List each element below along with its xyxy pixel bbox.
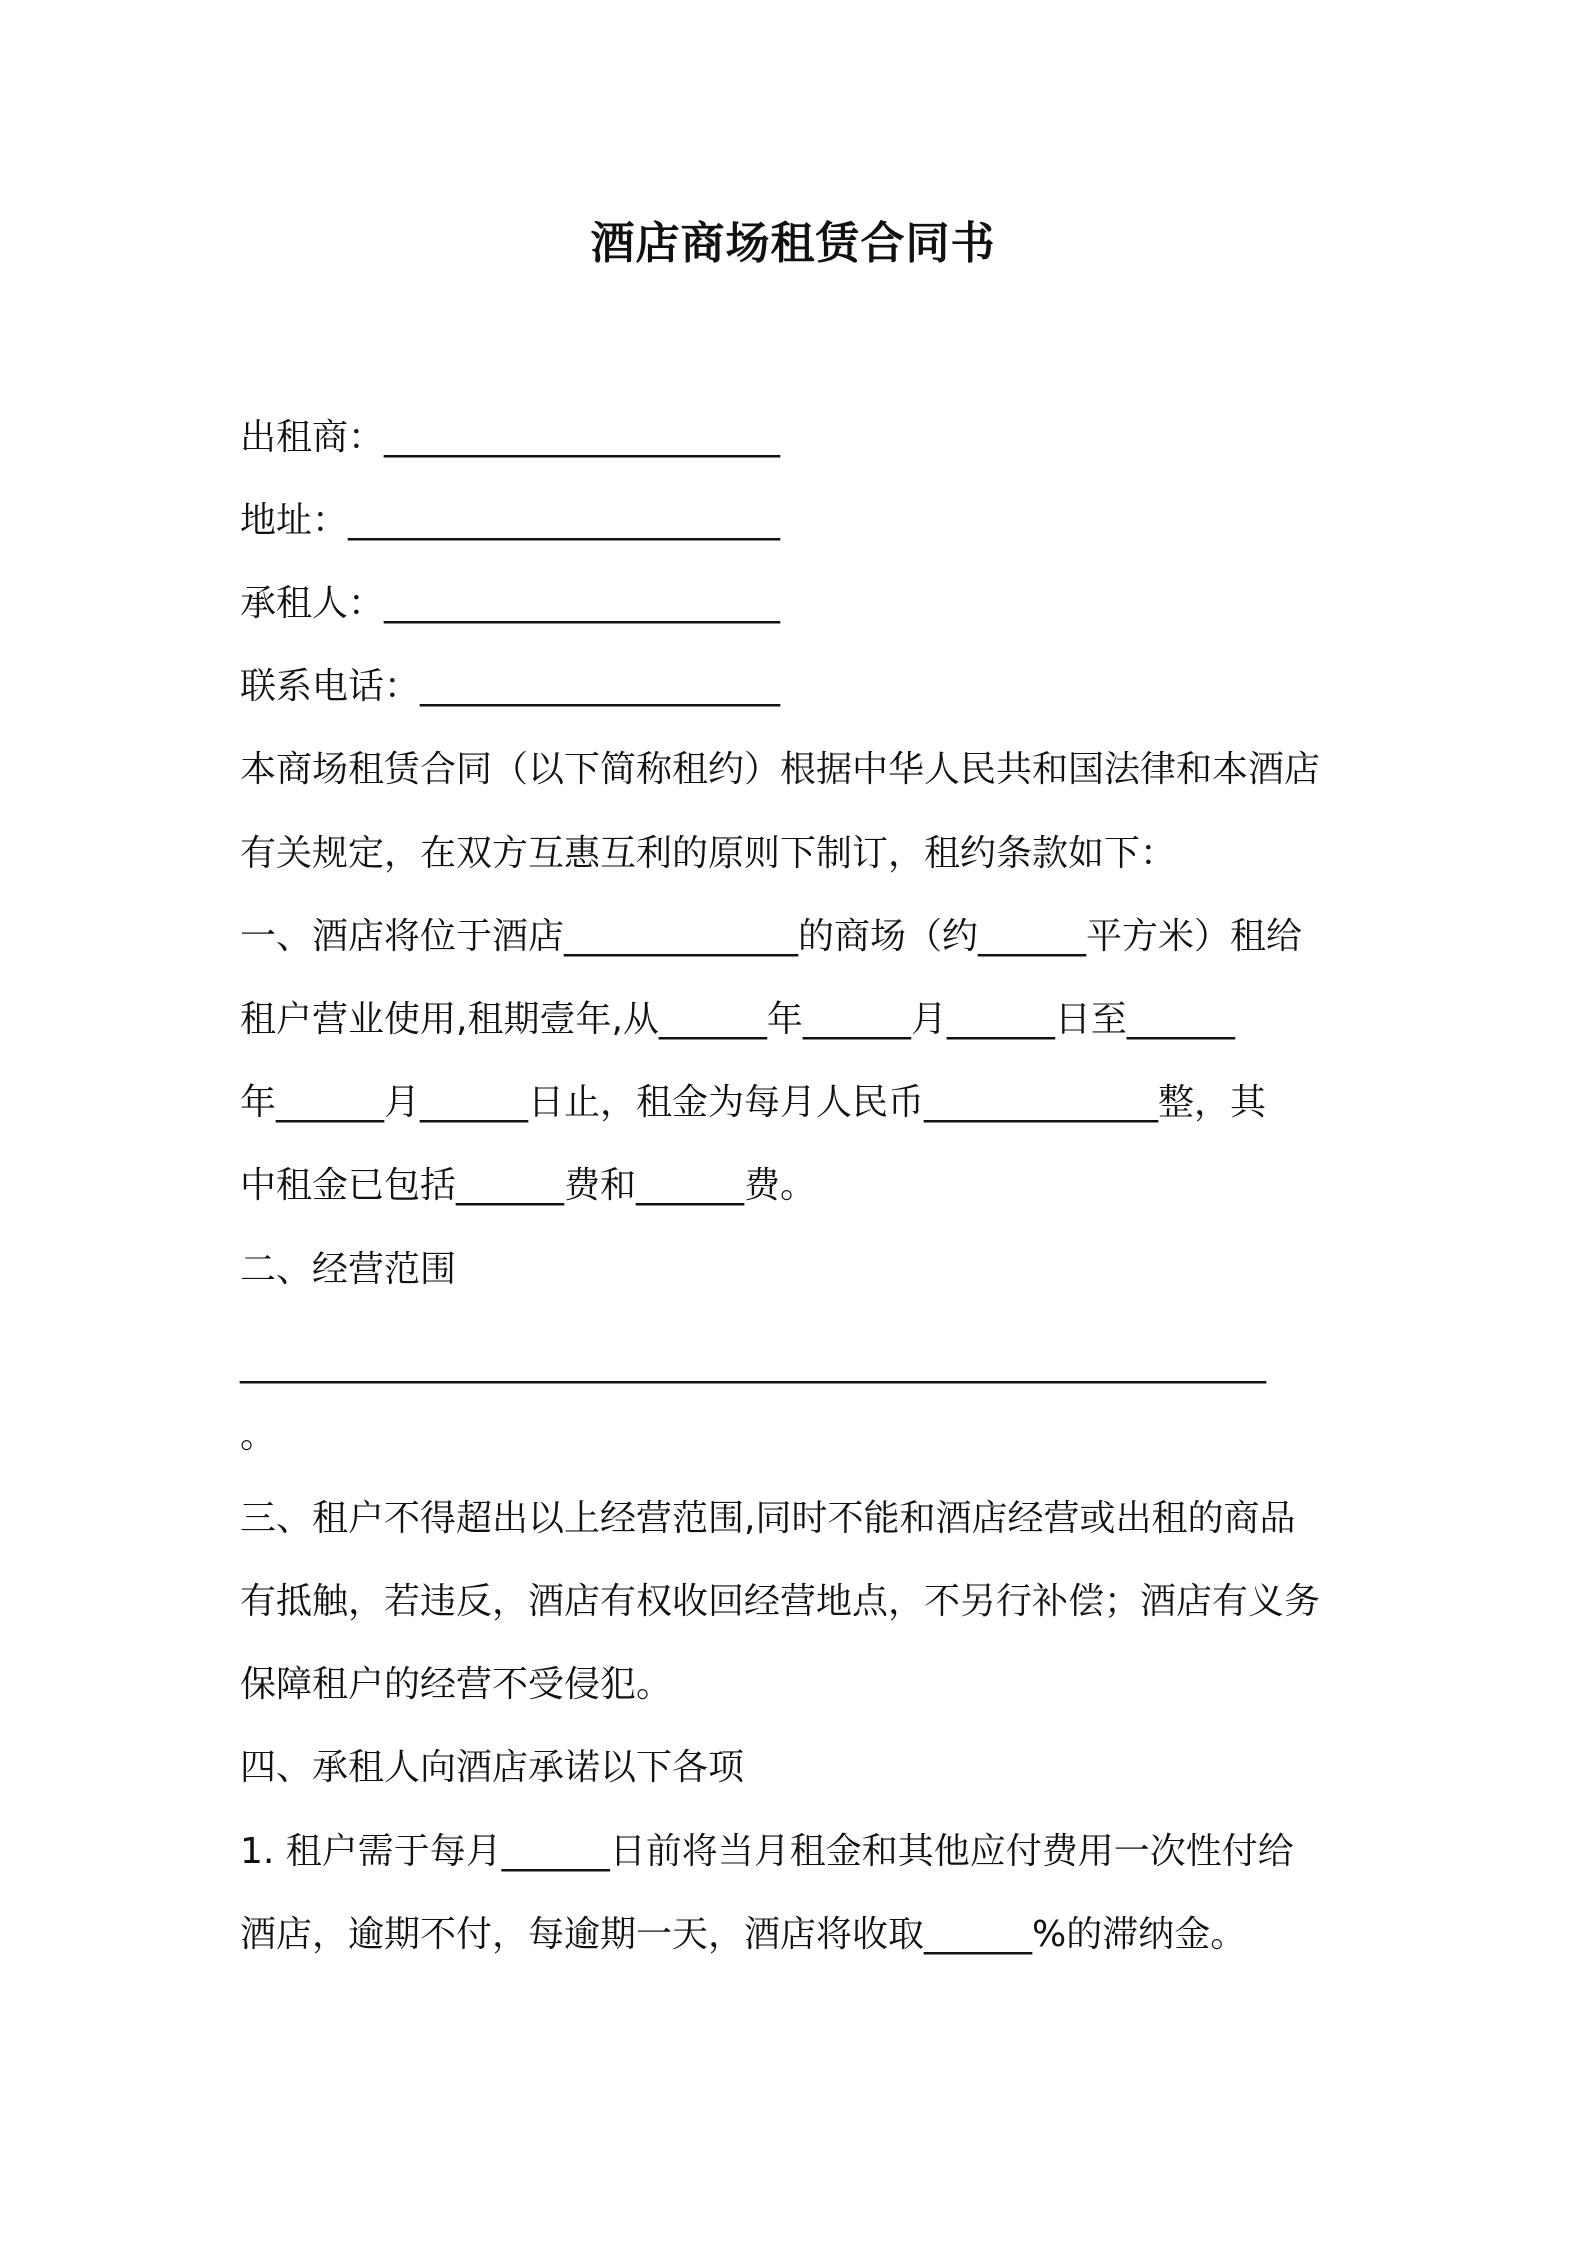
clause-4-item-1-line-1: 1. 租户需于每月______日前将当月租金和其他应付费用一次性付给	[240, 1831, 1294, 1872]
clause-2-heading: 二、经营范围	[240, 1249, 457, 1290]
lessee-field: 承租人：______________________	[240, 583, 781, 624]
clause-1-line-2: 租户营业使用,租期壹年,从______年______月______日至______	[240, 999, 1235, 1040]
clause-1-line-3: 年______月______日止，租金为每月人民币_____________整，其	[240, 1082, 1267, 1123]
clause-1-line-4: 中租金已包括______费和______费。	[240, 1165, 817, 1206]
business-scope-end: 。	[240, 1415, 277, 1456]
business-scope-blank: _________________________________________________________	[240, 1343, 1266, 1384]
intro-line-1: 本商场租赁合同（以下简称租约）根据中华人民共和国法律和本酒店	[240, 749, 1321, 790]
clause-4-item-1-line-2: 酒店，逾期不付，每逾期一天，酒店将收取______%的滞纳金。	[240, 1914, 1247, 1955]
phone-field: 联系电话：____________________	[240, 666, 781, 707]
clause-1-line-1: 一、酒店将位于酒店_____________的商场（约______平方米）租给	[240, 916, 1303, 957]
clause-3-line-1: 三、租户不得超出以上经营范围,同时不能和酒店经营或出租的商品	[240, 1498, 1296, 1539]
clause-4-heading: 四、承租人向酒店承诺以下各项	[240, 1747, 745, 1788]
address-field: 地址：________________________	[240, 500, 781, 541]
clause-3-line-3: 保障租户的经营不受侵犯。	[240, 1664, 673, 1705]
lessor-field: 出租商：______________________	[240, 417, 781, 458]
intro-line-2: 有关规定，在双方互惠互利的原则下制订，租约条款如下：	[240, 833, 1177, 874]
page-title: 酒店商场租赁合同书	[590, 218, 996, 269]
clause-3-line-2: 有抵触，若违反，酒店有权收回经营地点，不另行补偿；酒店有义务	[240, 1581, 1321, 1622]
